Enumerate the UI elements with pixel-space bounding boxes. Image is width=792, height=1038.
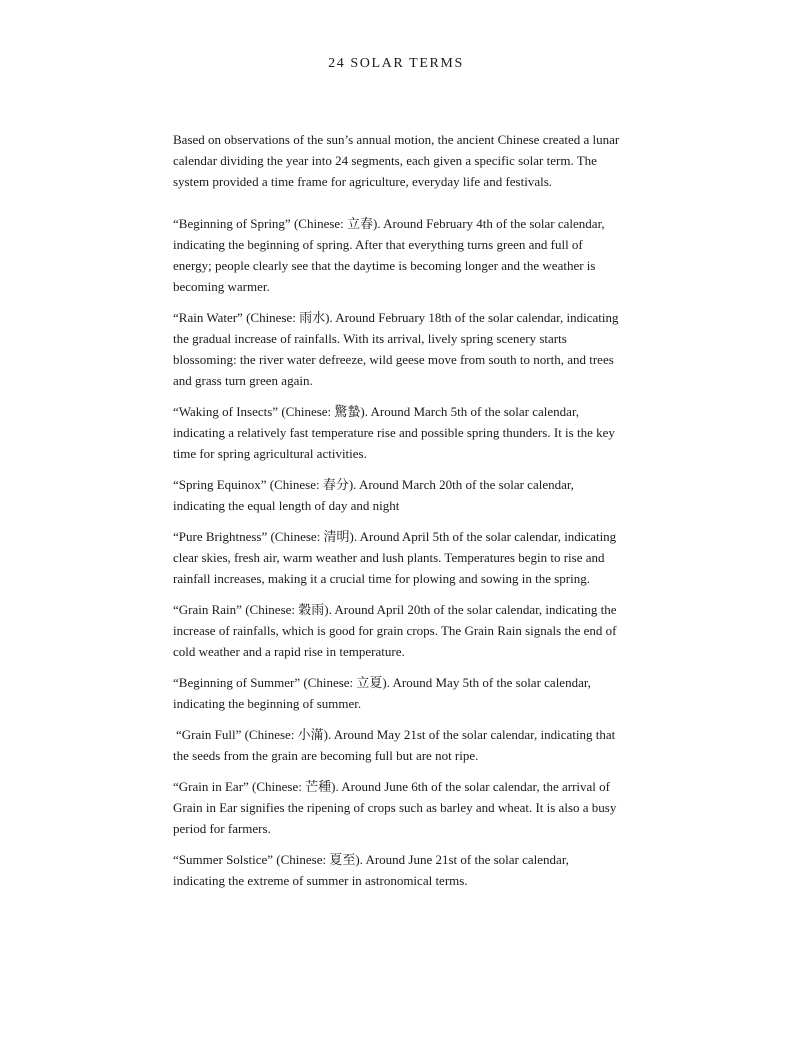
term-spring-equinox: “Spring Equinox” (Chinese: 春分). Around March 20th of the solar calendar, indicating the equal length of day and night [173,477,574,513]
term-pure-brightness: “Pure Brightness” (Chinese: 清明). Around April 5th of the solar calendar, indicating clear skies, fresh air, warm weather and lush plants. Temperatures begin to rise and rainfall increases, making it a crucial time for plowing and sowing in the spring. [173,529,617,586]
document-body [173,129,623,901]
term-grain-full: “Grain Full” (Chinese: 小滿). Around May 21st of the solar calendar, indicating that the seeds from the grain are becoming full but are not ripe. [173,727,616,763]
term-summer-solstice: “Summer Solstice” (Chinese: 夏至). Around June 21st of the solar calendar, indicating the extreme of summer in astronomical terms. [173,852,569,888]
intro-paragraph: Based on observations of the sun’s annual motion, the ancient Chinese created a lunar calendar dividing the year into 24 segments, each given a specific solar term. The system provided a time frame for agriculture, everyday life and festivals. [173,132,620,189]
term-beginning-of-spring: “Beginning of Spring” (Chinese: 立春). Around February 4th of the solar calendar, indicating the beginning of spring. After that everything turns green and full of energy; people clearly see that the daytime is becoming longer and the weather is becoming warmer. [173,216,605,294]
term-waking-of-insects: “Waking of Insects” (Chinese: 驚蟄). Around March 5th of the solar calendar, indicating a relatively fast temperature rise and possible spring thunders. It is the key time for spring agricultural activities. [173,404,615,461]
term-beginning-of-summer: “Beginning of Summer” (Chinese: 立夏). Around May 5th of the solar calendar, indicating the beginning of summer. [173,675,591,711]
page-title: 24 SOLAR TERMS [328,56,464,71]
term-grain-in-ear: “Grain in Ear” (Chinese: 芒種). Around June 6th of the solar calendar, the arrival of Grain in Ear signifies the ripening of crops such as barley and wheat. It is also a busy period for farmers. [173,779,617,836]
term-grain-rain: “Grain Rain” (Chinese: 穀雨). Around April 20th of the solar calendar, indicating the increase of rainfalls, which is good for grain crops. The Grain Rain signals the end of cold weather and a rapid rise in temperature. [173,602,617,659]
term-rain-water: “Rain Water” (Chinese: 雨水). Around February 18th of the solar calendar, indicating the gradual increase of rainfalls. With its arrival, lively spring scenery starts blossoming: the river water defreeze, wild geese move from south to north, and trees and grass turn green again. [173,310,619,388]
